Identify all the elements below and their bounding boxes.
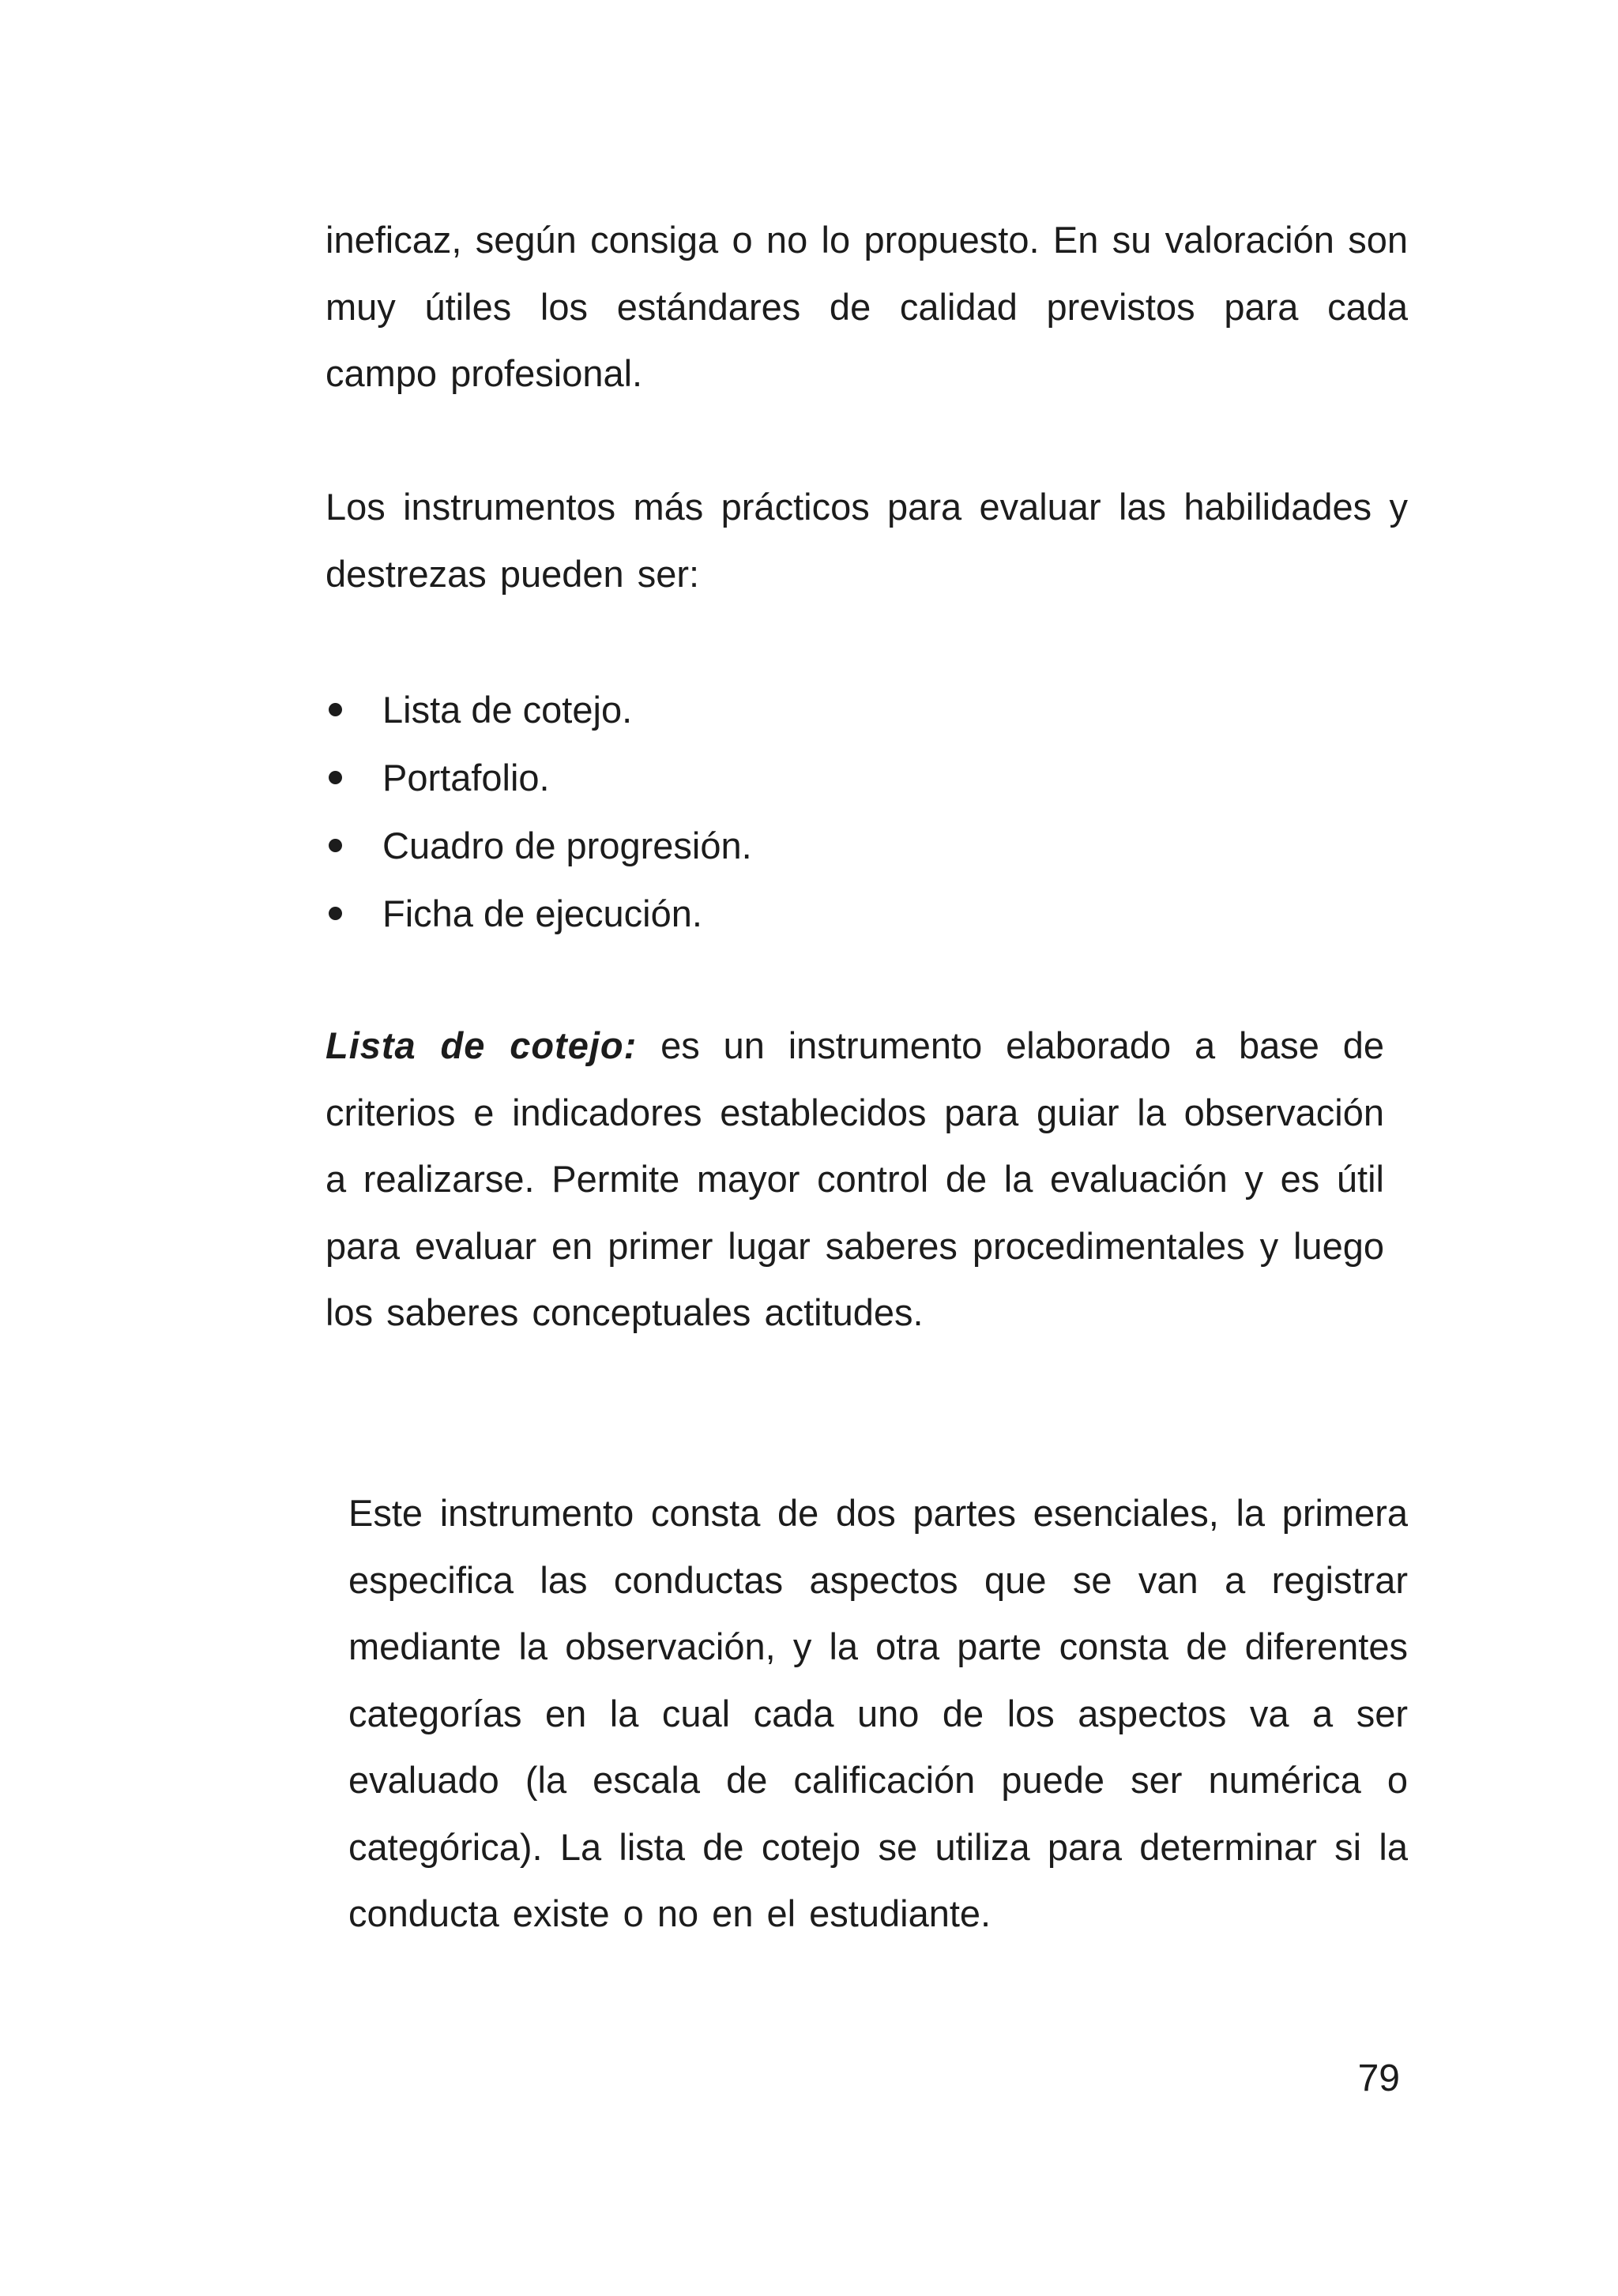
list-item [325,676,1353,744]
bullet-icon [329,907,342,920]
list-item [325,812,1353,880]
checklist-term: Lista de cotejo: [325,1024,638,1066]
list-item-label: Lista de cotejo. [382,689,633,731]
instruments-list [325,676,1353,948]
paragraph-checklist-structure: Este instrumento consta de dos partes esenciales, la primera especifica las conductas aspectos que se van a registrar mediante la observación, y la otra parte consta de diferentes categorías en la cual cada uno de los aspectos va a ser evaluado (la escala de calificación puede ser numérica o categórica). La lista de cotejo se utiliza para determinar si la conducta existe o no en el estudiante. [348,1492,1408,1934]
list-item [325,880,1353,948]
page-number: 79 [1357,2057,1400,2099]
paragraph-instruments-intro: Los instrumentos más prácticos para evaluar las habilidades y destrezas pueden ser: [325,486,1408,595]
list-item-label: Cuadro de progresión. [382,825,752,866]
bullet-icon [329,703,342,716]
list-item-label: Portafolio. [382,757,550,799]
list-item [325,744,1353,812]
paragraph-checklist-definition [325,1013,1384,1347]
bullet-icon [329,839,342,852]
paragraph-evaluation-standards: ineficaz, según consiga o no lo propuesto. En su valoración son muy útiles los estándares de calidad previstos para cada campo profesional. [325,219,1408,394]
bullet-icon [329,771,342,784]
list-item-label: Ficha de ejecución. [382,892,702,934]
checklist-description: es un instrumento elaborado a base de criterios e indicadores establecidos para guiar la observación a realizarse. Permite mayor control de la evaluación y es útil para evaluar en primer lugar saberes procedimentales y luego los saberes conceptuales actitudes. [325,1024,1384,1333]
